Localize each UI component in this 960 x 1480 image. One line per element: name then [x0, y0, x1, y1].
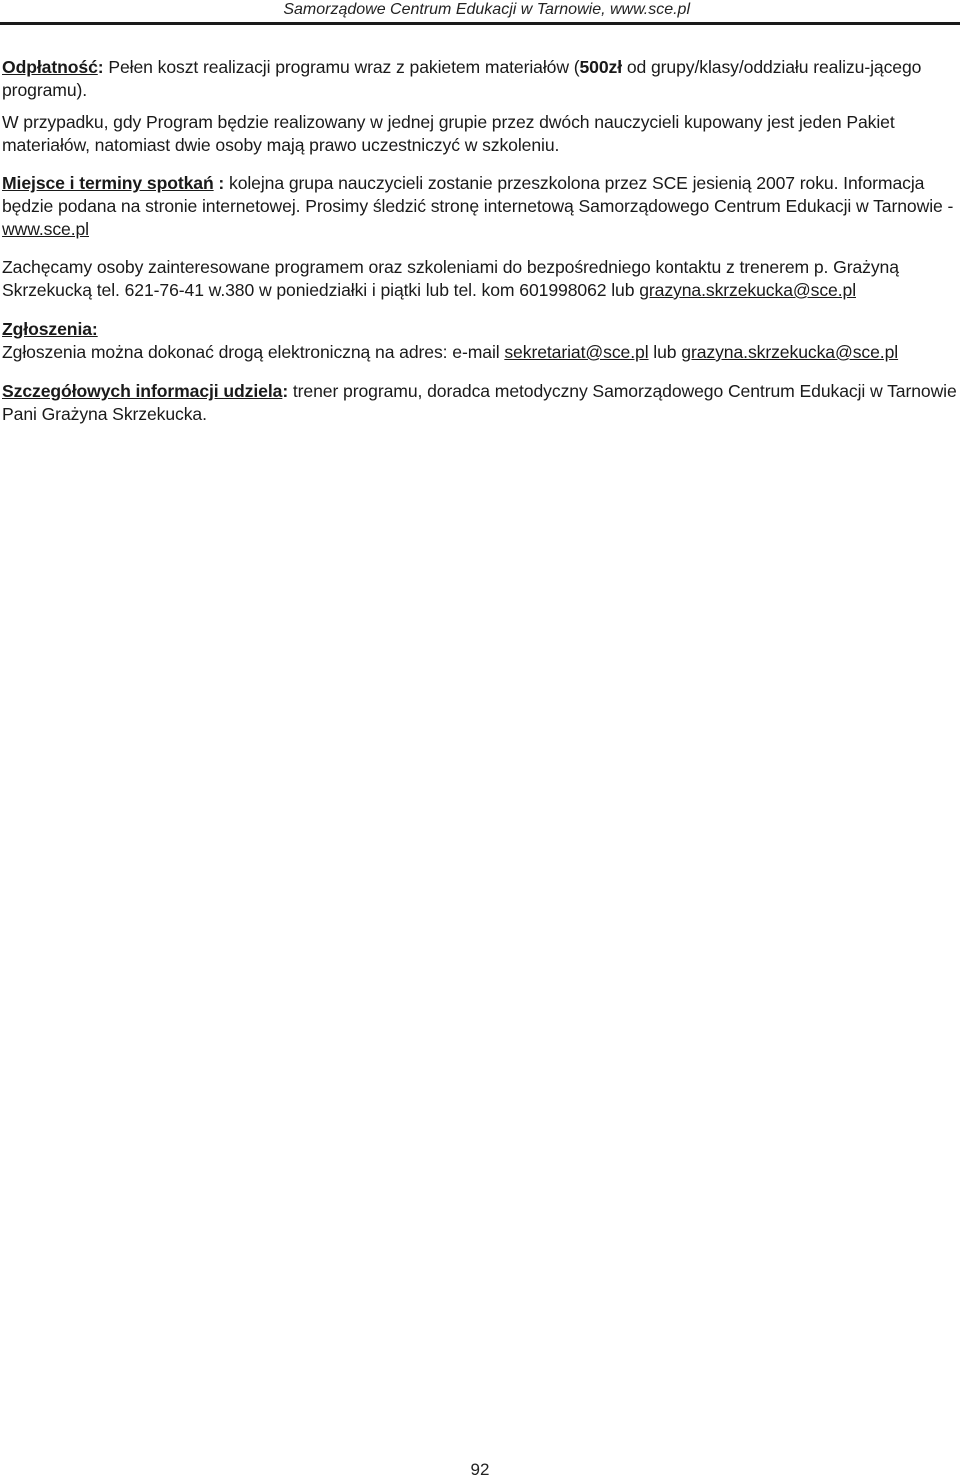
- registration-or: lub: [648, 342, 682, 362]
- page-header: [0, 0, 960, 26]
- place-dates-heading-colon: :: [213, 173, 225, 193]
- contact-text: Zachęcamy osoby zainteresowane programem oraz szkoleniami do bezpośredniego kontaktu z trenerem p. Grażyną Skrzekucką tel. 621-76-41 w.380 w poniedziałki i piątki lub tel. kom 601998062 lub: [2, 257, 899, 300]
- details-text: trener programu, doradca metodyczny Samorządowego Centrum Edukacji w Tarnowie Pani Grażyna Skrzekucka.: [2, 381, 957, 424]
- header-title: Samorządowe Centrum Edukacji w Tarnowie, www.sce.pl: [283, 1, 690, 18]
- payment-heading: Odpłatność: [2, 57, 98, 77]
- place-dates-text: kolejna grupa nauczycieli zostanie przeszkolona przez SCE jesienią 2007 roku. Informacja będzie podana na stronie internetowej. Prosimy śledzić stronę internetową Samorządowego Centrum Edukacji w Tarnowie -: [2, 173, 954, 216]
- two-teachers-paragraph: W przypadku, gdy Program będzie realizowany w jednej grupie przez dwóch nauczycieli kupowany jest jeden Pakiet materiałów, natomiast dwie osoby mają prawo uczestniczyć w szkoleniu.: [2, 112, 895, 155]
- website-link[interactable]: www.sce.pl: [2, 219, 89, 239]
- details-heading: Szczegółowych informacji udziela: [2, 381, 283, 401]
- registration-paragraph: [2, 318, 958, 364]
- place-dates-heading: Miejsce i terminy spotkań: [2, 173, 214, 193]
- details-paragraph: [2, 380, 958, 426]
- place-dates-paragraph: [2, 172, 958, 241]
- details-heading-colon: :: [282, 381, 289, 401]
- registration-trainer-email-link[interactable]: grazyna.skrzekucka@sce.pl: [681, 342, 899, 362]
- payment-text-after: od grupy/klasy/oddziału realizu-jącego programu).: [2, 57, 922, 100]
- trainer-email-link[interactable]: grazyna.skrzekucka@sce.pl: [639, 280, 856, 300]
- page-number: 92: [470, 1460, 490, 1479]
- registration-heading: Zgłoszenia:: [2, 319, 98, 339]
- payment-paragraph: [2, 56, 958, 102]
- contact-paragraph: [2, 256, 958, 302]
- payment-heading-colon: :: [97, 57, 104, 77]
- document-body: [2, 56, 958, 426]
- header-divider: [0, 22, 960, 25]
- registration-text: Zgłoszenia można dokonać drogą elektroniczną na adres: e-mail: [2, 342, 505, 362]
- payment-text-before: Pełen koszt realizacji programu wraz z pakietem materiałów (: [103, 57, 580, 77]
- payment-amount: 500zł: [579, 57, 623, 77]
- secretariat-email-link[interactable]: sekretariat@sce.pl: [504, 342, 649, 362]
